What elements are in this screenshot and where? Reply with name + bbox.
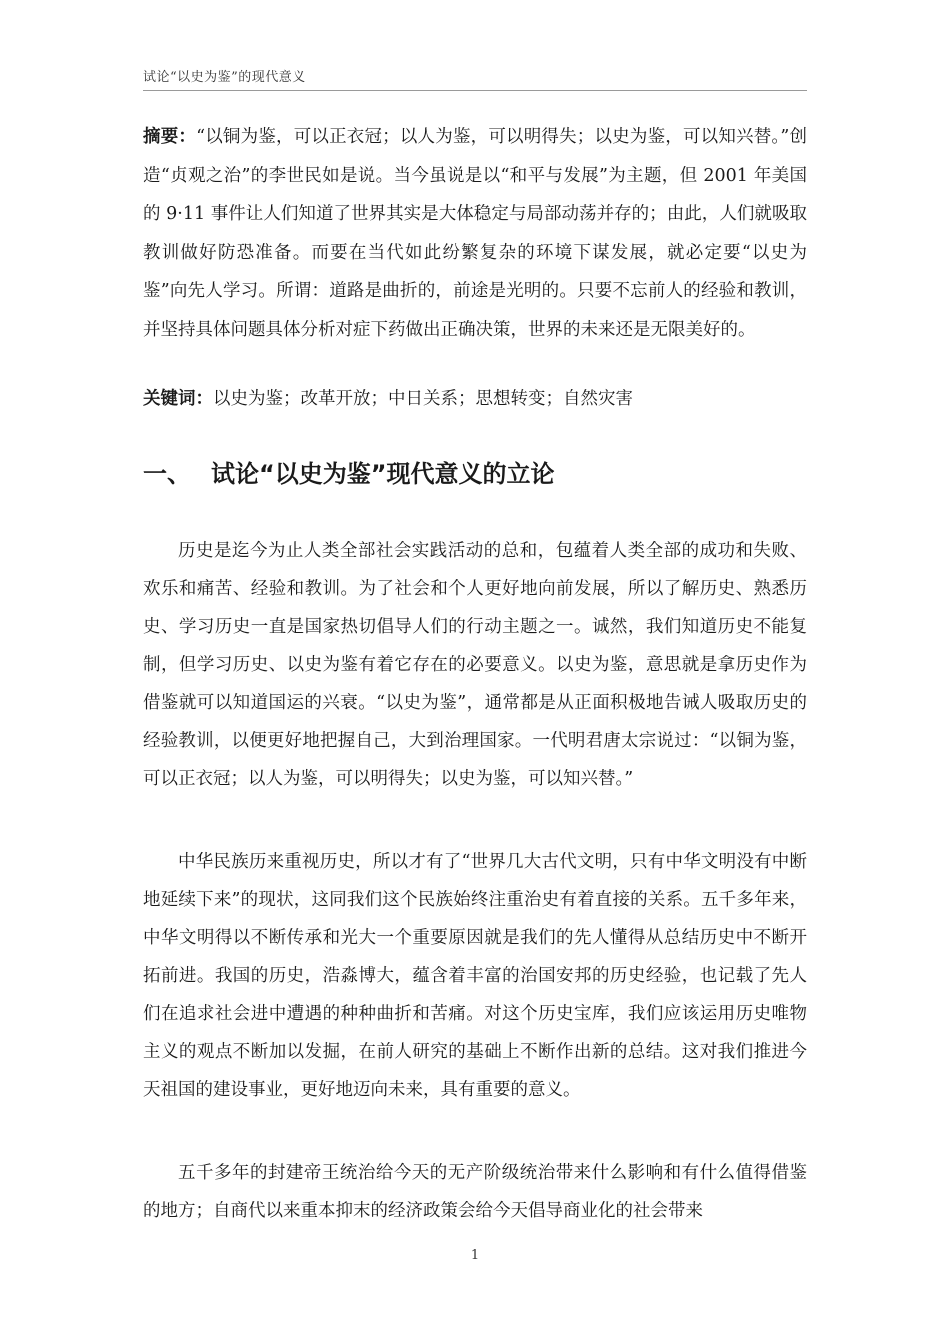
body-paragraph-2: 中华民族历来重视历史，所以才有了“世界几大古代文明，只有中华文明没有中断地延续下来”的现状，这同我们这个民族始终注重治史有着直接的关系。五千多年来，中华文明得以不断传承和光大一个重要原因就是我们的先人懂得从总结历史中不断开拓前进。我国的历史，浩淼博大，蕴含着丰富的治国安邦的历史经验，也记载了先人们在追求社会进中遭遇的种种曲折和苦痛。对这个历史宝库，我们应该运用历史唯物主义的观点不断加以发掘，在前人研究的基础上不断作出新的总结。这对我们推进今天祖国的建设事业，更好地迈向未来，具有重要的意义。 xyxy=(143,852,807,1100)
section-heading xyxy=(143,454,807,494)
running-header: 试论“以史为鉴”的现代意义 xyxy=(143,70,306,85)
keywords-text: 以史为鉴；改革开放；中日关系；思想转变；自然灾害 xyxy=(213,389,633,409)
section-title: 试论“以史为鉴”现代意义的立论 xyxy=(211,460,555,488)
keywords-label: 关键词： xyxy=(143,389,213,409)
abstract xyxy=(143,118,807,349)
keywords xyxy=(143,380,807,418)
abstract-label: 摘要： xyxy=(143,127,197,147)
section-number: 一、 xyxy=(143,460,191,488)
abstract-text: “以铜为鉴，可以正衣冠；以人为鉴，可以明得失；以史为鉴，可以知兴替。”创造“贞观之治”的李世民如是说。当今虽说是以“和平与发展”为主题，但 2001 年美国的 9·11 事件让人们知道了世界其实是大体稳定与局部动荡并存的；由此，人们就吸取教训做好防恐准备。而要在当代如此纷繁复杂的环境下谋发展，就必定要“以史为鉴”向先人学习。所谓：道路是曲折的，前途是光明的。只要不忘前人的经验和教训，并坚持具体问题具体分析对症下药做出正确决策，世界的未来还是无限美好的。 xyxy=(143,127,808,340)
page-number: 1 xyxy=(470,1248,480,1263)
body-paragraph-1: 历史是迄今为止人类全部社会实践活动的总和，包蕴着人类全部的成功和失败、欢乐和痛苦、经验和教训。为了社会和个人更好地向前发展，所以了解历史、熟悉历史、学习历史一直是国家热切倡导人们的行动主题之一。诚然，我们知道历史不能复制，但学习历史、以史为鉴有着它存在的必要意义。以史为鉴，意思就是拿历史作为借鉴就可以知道国运的兴衰。“以史为鉴”，通常都是从正面积极地告诫人吸取历史的经验教训，以便更好地把握自己，大到治理国家。一代明君唐太宗说过：“以铜为鉴，可以正衣冠；以人为鉴，可以明得失；以史为鉴，可以知兴替。” xyxy=(143,541,807,789)
body-paragraph-3: 五千多年的封建帝王统治给今天的无产阶级统治带来什么影响和有什么值得借鉴的地方；自商代以来重本抑末的经济政策会给今天倡导商业化的社会带来 xyxy=(143,1163,807,1221)
header-divider xyxy=(143,90,807,91)
